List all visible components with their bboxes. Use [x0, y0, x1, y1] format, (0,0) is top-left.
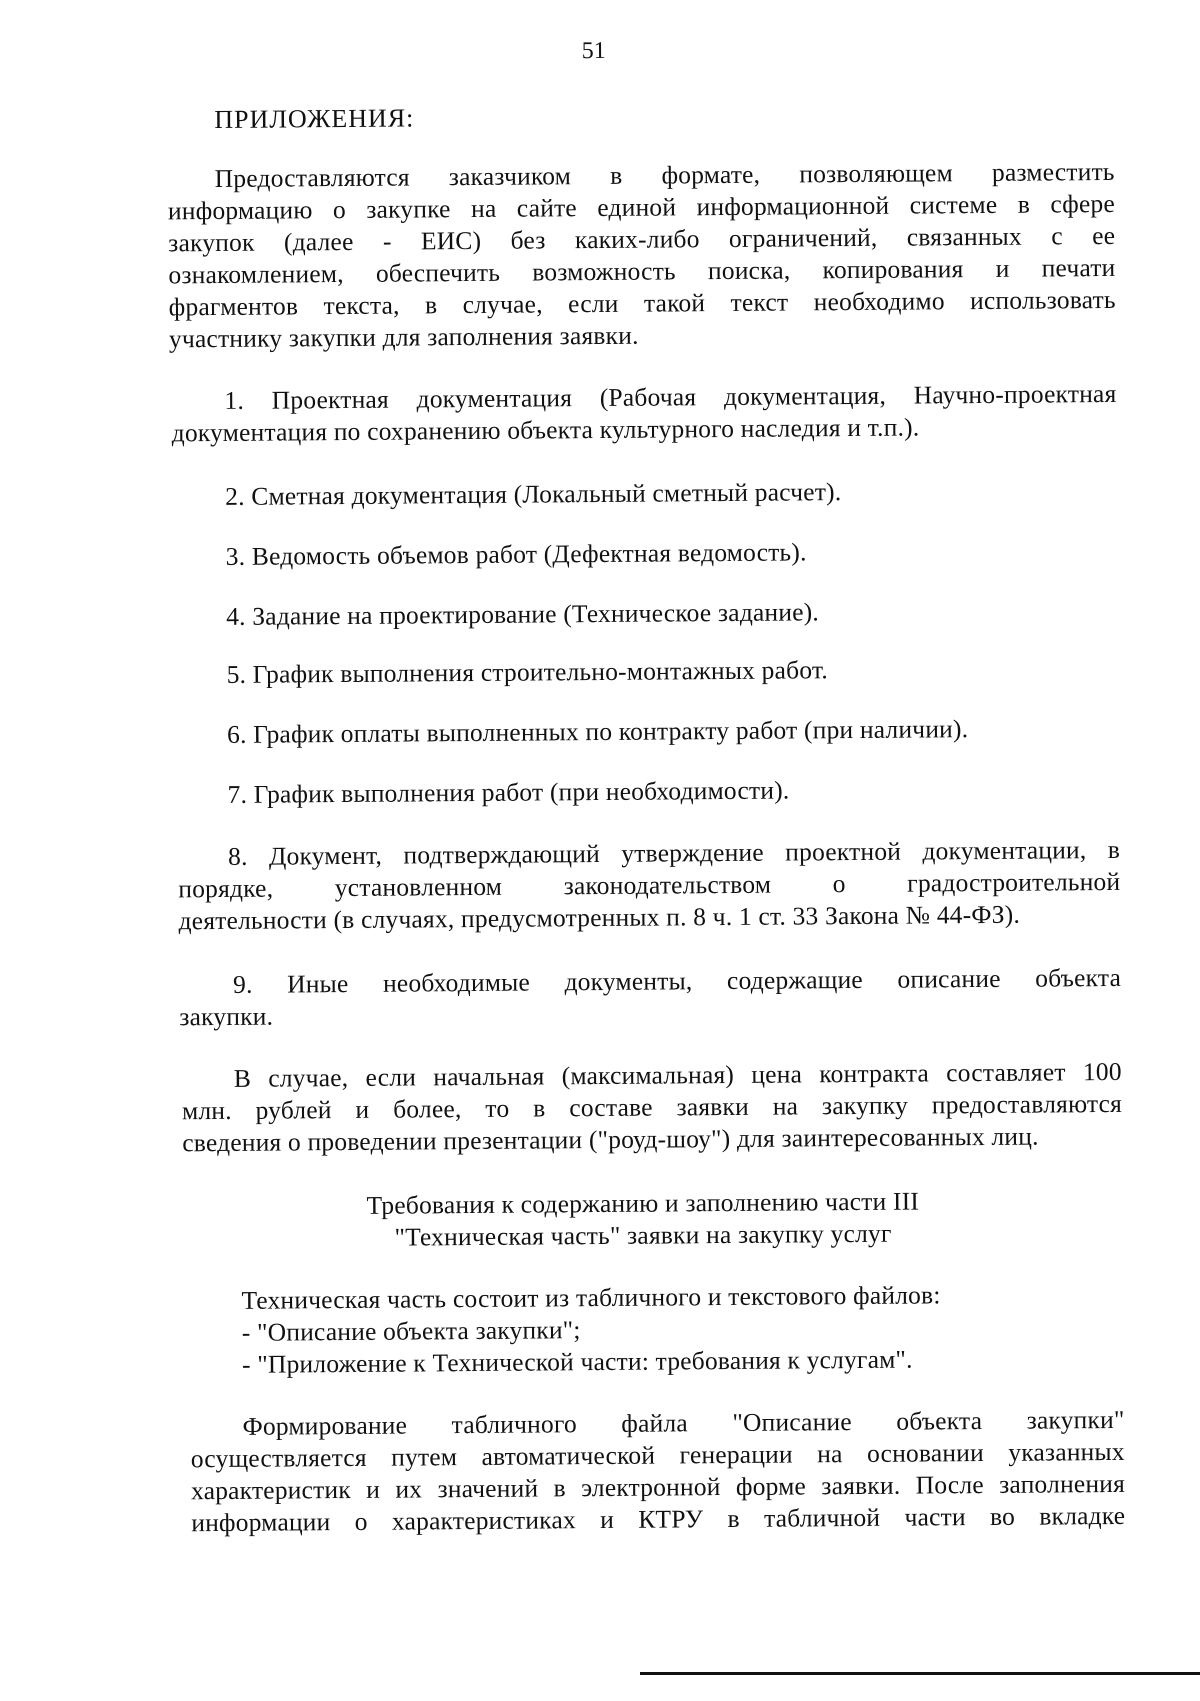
- bottom-rule: [640, 1672, 1200, 1675]
- tech-part-item: - "Приложение к Технической части: требования к услугам".: [241, 1344, 913, 1379]
- list-item: 8. Документ, подтверждающий утверждение проектной документации, в: [227, 834, 1121, 871]
- intro-line: участнику закупки для заполнения заявки.: [168, 320, 639, 354]
- list-item: 9. Иные необходимые документы, содержащие описание объекта: [232, 962, 1122, 999]
- tech-part-line: Техническая часть состоит из табличного и текстового файлов:: [241, 1280, 941, 1315]
- intro-line: закупок (далее - ЕИС) без каких-либо ограничений, связанных с ее: [168, 220, 1116, 258]
- list-item: порядке, установленном законодательством о градостроительной: [178, 866, 1121, 904]
- forming-paragraph-line: осуществляется путем автоматической генерации на основании указанных: [190, 1436, 1125, 1474]
- forming-paragraph-line: информации о характеристиках и КТРУ в табличной части во вкладке: [191, 1500, 1126, 1538]
- list-item: 5. График выполнения строительно-монтажных работ.: [226, 655, 829, 689]
- intro-line: информацию о закупке на сайте единой информационной системе в сфере: [167, 188, 1116, 226]
- forming-paragraph-line: Формирование табличного файла "Описание объекта закупки": [242, 1404, 1125, 1441]
- intro-line: ознакомлением, обеспечить возможность поиска, копирования и печати: [168, 252, 1116, 290]
- list-item: 3. Ведомость объемов работ (Дефектная ведомость).: [225, 537, 807, 571]
- appendices-heading: ПРИЛОЖЕНИЯ:: [214, 103, 415, 135]
- section-title: Требования к содержанию и заполнению части III: [366, 1186, 920, 1220]
- list-item: документация по сохранению объекта культурного наследия и т.п.).: [171, 412, 920, 448]
- list-item: 7. График выполнения работ (при необходимости).: [227, 775, 790, 809]
- section-title: "Техническая часть" заявки на закупку услуг: [394, 1218, 892, 1252]
- price-paragraph-line: млн. рублей и более, то в составе заявки на закупку предоставляются: [181, 1088, 1123, 1126]
- list-item: 6. График оплаты выполненных по контракту работ (при наличии).: [226, 714, 969, 749]
- list-item: закупки.: [179, 1001, 274, 1032]
- intro-line: Предоставляются заказчиком в формате, позволяющем разместить: [214, 156, 1115, 194]
- price-paragraph-line: В случае, если начальная (максимальная) цена контракта составляет 100: [233, 1056, 1122, 1093]
- intro-line: фрагментов текста, в случае, если такой текст необходимо использовать: [168, 284, 1116, 322]
- page-number: 51: [581, 37, 606, 65]
- list-item: 4. Задание на проектирование (Техническое задание).: [226, 597, 820, 631]
- tech-part-item: - "Описание объекта закупки";: [241, 1315, 581, 1347]
- list-item: 2. Сметная документация (Локальный сметный расчет).: [225, 477, 842, 511]
- list-item: 1. Проектная документация (Рабочая документация, Научно-проектная: [224, 378, 1117, 415]
- list-item: деятельности (в случаях, предусмотренных п. 8 ч. 1 ст. 33 Закона № 44-ФЗ).: [178, 899, 1021, 936]
- price-paragraph-line: сведения о проведении презентации ("роуд-шоу") для заинтересованных лиц.: [182, 1121, 1039, 1158]
- forming-paragraph-line: характеристик и их значений в электронной форме заявки. После заполнения: [190, 1468, 1126, 1506]
